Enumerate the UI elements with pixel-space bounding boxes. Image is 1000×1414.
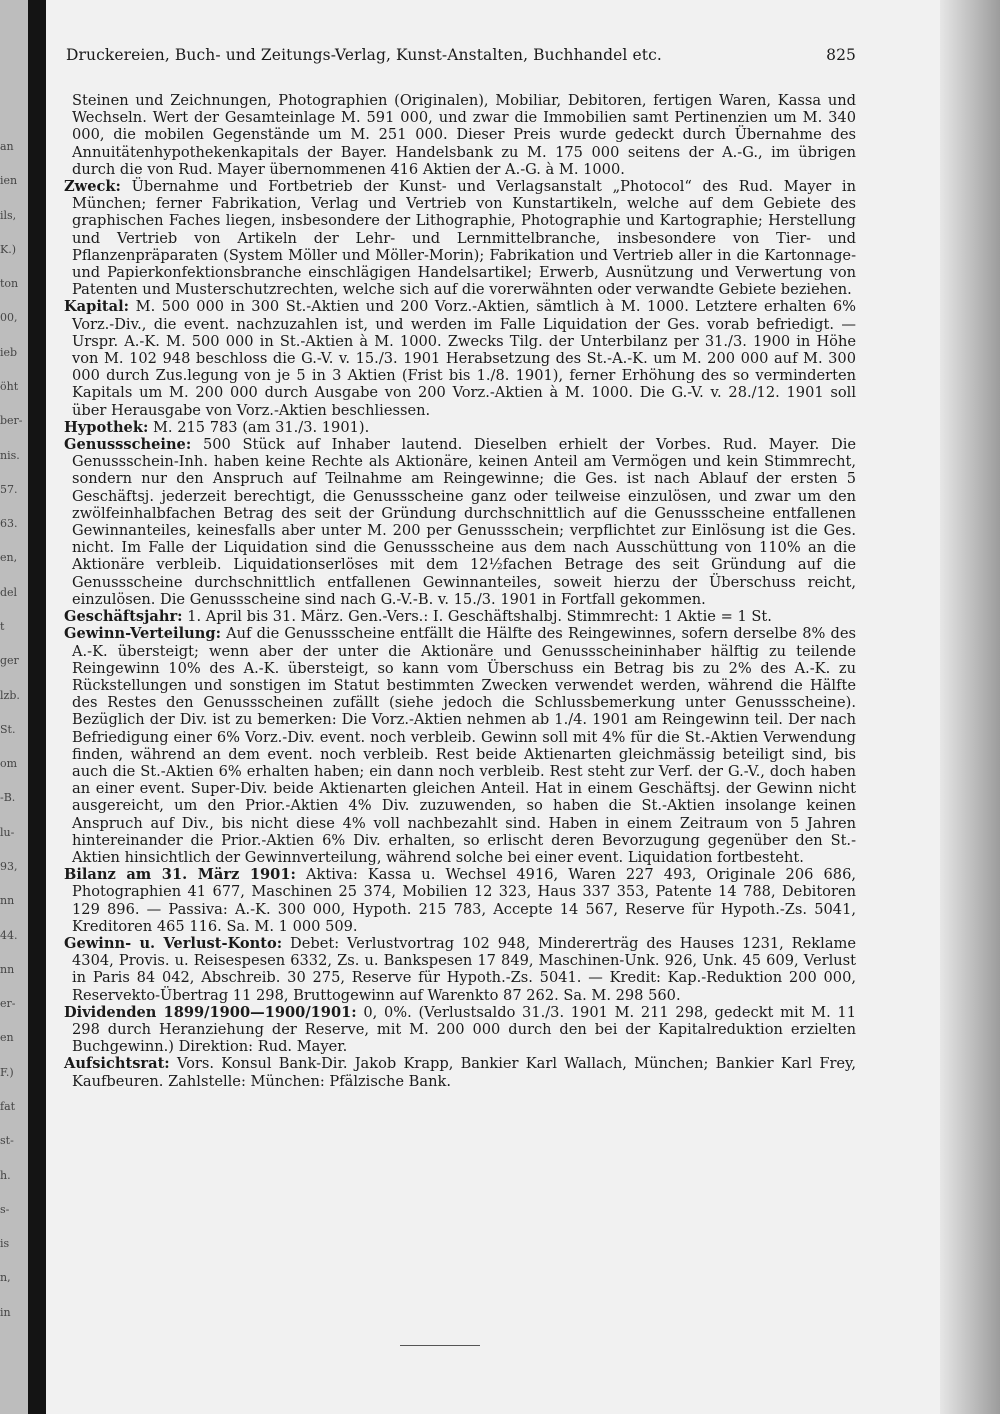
- bleed-fragment: er-: [0, 997, 16, 1010]
- paragraph-aufsichtsrat: [64, 1055, 856, 1089]
- paragraph-text: Debet: Verlustvortrag 102 948, Mindererträg des Hauses 1231, Reklame 4304, Provis. u. Reisespesen 6332, Zs. u. Bankspesen 17 849, Maschinen-Unk. 926, Unk. 45 609, Verlust in Paris 84 042, Abschreib. 30 275, Reserve für Hypoth.-Zs. 5041. — Kredit: Kap.-Reduktion 200 000, Reservekto-Übertrag 11 298, Bruttogewinn auf Warenkto 87 262. Sa. M. 298 560.: [72, 934, 856, 1004]
- paragraph-key: Genussscheine:: [64, 436, 192, 454]
- paragraph-key: Hypothek:: [64, 418, 149, 436]
- right-page-edge: [940, 0, 1000, 1414]
- bleed-fragment: -B.: [0, 791, 16, 804]
- bleed-fragment: 63.: [0, 517, 18, 530]
- paragraph-text: 0, 0%. (Verlustsaldo 31./3. 1901 M. 211 298, gedeckt mit M. 11 298 durch Heranziehung der Reserve, mit M. 200 000 durch den bei der Kapitalreduktion erzielten Buchgewinn.) Direktion: Rud. Mayer.: [72, 1003, 856, 1056]
- paragraph-text: 500 Stück auf Inhaber lautend. Dieselben erhielt der Vorbes. Rud. Mayer. Die Genussschein-Inh. haben keine Rechte als Aktionäre, keinen Anteil am Vermögen und kein Stimmrecht, sondern nur den Anspruch auf Teilnahme am Reingewinne; die Ges. ist nach Ablauf der ersten 5 Geschäftsj. jederzeit berechtigt, die Genussscheine ganz oder teilweise einzulösen, und zwar um den zwölfeinhalbfachen Betrag des seit der Gründung durchschnittlich auf die Genussscheine entfallenen Gewinnanteiles, keinesfalls aber unter M. 200 per Genussschein; verpflichtet zur Einlösung ist die Ges. nicht. Im Falle der Liquidation sind die Genussscheine aus dem nach Ausschüttung von 110% an die Aktionäre verbleib. Liquidationserlöses mit dem 12½fachen Betrage des seit Gründung auf die Genussscheine durchschnittlich entfallenen Gewinnanteiles, soweit hierzu der Überschuss reicht, einzulösen. Die Genussscheine sind nach G.-V.-B. v. 15./3. 1901 in Fortfall gekommen.: [72, 436, 857, 608]
- bleed-fragment: in: [0, 1306, 11, 1319]
- paragraph-gewinn-verlust-konto: [64, 935, 856, 1004]
- bleed-fragment: ien: [0, 174, 18, 187]
- bleed-fragment: an: [0, 140, 14, 153]
- bleed-fragment: ieb: [0, 346, 18, 359]
- bleed-fragment: nis.: [0, 449, 20, 462]
- page-number: 825: [826, 46, 856, 64]
- paragraph-text: M. 215 783 (am 31./3. 1901).: [152, 418, 370, 436]
- paragraph-key: Dividenden 1899/1900—1900/1901:: [64, 1003, 357, 1021]
- bleed-fragment: ils,: [0, 209, 17, 222]
- paragraph-text: Aktiva: Kassa u. Wechsel 4916, Waren 227 493, Originale 206 686, Photographien 41 677, Maschinen 25 374, Mobilien 12 323, Haus 337 353, Patente 14 788, Debitoren 129 896. — Passiva: A.-K. 300 000, Hypoth. 215 783, Accepte 14 567, Reserve für Hypoth.-Zs. 5041, Kreditoren 465 116. Sa. M. 1 000 509.: [72, 866, 857, 935]
- bleed-fragment: en,: [0, 551, 18, 564]
- bleed-fragment: n,: [0, 1271, 11, 1284]
- paragraph-zweck: [64, 178, 856, 298]
- paragraph-gewinn-verteilung: [64, 625, 856, 866]
- bleed-fragment: en: [0, 1031, 14, 1044]
- bleed-fragment: h.: [0, 1169, 11, 1182]
- page-body: [64, 92, 856, 1090]
- paragraph-geschaeftsjahr: [64, 608, 856, 625]
- bleed-fragment: st-: [0, 1134, 14, 1147]
- bleed-fragment: del: [0, 586, 18, 599]
- paragraph-genussscheine: [64, 436, 856, 608]
- paragraph-text: M. 500 000 in 300 St.-Aktien und 200 Vorz.-Aktien, sämtlich à M. 1000. Letztere erhalten 6% Vorz.-Div., die event. nachzuzahlen ist, und werden im Falle Liquidation der Ges. vorab befriedigt. — Urspr. A.-K. M. 500 000 in St.-Aktien à M. 1000. Zwecks Tilg. der Unterbilanz per 31./3. 1900 in Höhe von M. 102 948 beschloss die G.-V. v. 15./3. 1901 Herabsetzung des St.-A.-K. um M. 200 000 auf M. 300 000 durch Zus.legung von je 5 in 3 Aktien (Frist bis 1./8. 1901), ferner Erhöhung des so verminderten Kapitals um M. 200 000 durch Ausgabe von 200 Vorz.-Aktien à M. 1000. Die G.-V. v. 28./12. 1901 soll über Herausgabe von Vorz.-Aktien beschliessen.: [72, 298, 857, 419]
- bleed-fragment: St.: [0, 723, 16, 736]
- paragraph-key: Geschäftsjahr:: [64, 608, 183, 626]
- bleed-fragment: nn: [0, 963, 15, 976]
- paragraph-key: Zweck:: [64, 178, 121, 196]
- bleed-fragment: lu-: [0, 826, 15, 839]
- bleed-fragment: s-: [0, 1203, 10, 1216]
- bleed-fragment: nn: [0, 894, 15, 907]
- bleed-fragment: lzb.: [0, 689, 20, 702]
- bleed-fragment: 44.: [0, 929, 18, 942]
- paragraph-text: 1. April bis 31. März. Gen.-Vers.: I. Geschäftshalbj. Stimmrecht: 1 Aktie = 1 St.: [187, 608, 772, 626]
- bleed-fragment: t: [0, 620, 5, 633]
- paragraph-key: Aufsichtsrat:: [64, 1055, 170, 1073]
- paragraph-bilanz: [64, 866, 856, 935]
- header-title: Druckereien, Buch- und Zeitungs-Verlag, Kunst-Anstalten, Buchhandel etc.: [66, 46, 662, 64]
- paragraph-text: Übernahme und Fortbetrieb der Kunst- und Verlagsanstalt „Photocol“ des Rud. Mayer in München; ferner Fabrikation, Verlag und Vertrieb von Kunstartikeln, welche auf dem Gebiete des graphischen Faches liegen, insbesondere der Lithographie, Photographie und Kartographie; Herstellung und Vertrieb von Artikeln der Lehr- und Lernmittelbranche, insbesondere von Tier- und Pflanzenpräparaten (System Möller und Möller-Morin); Fabrikation und Vertrieb aller in die Kartonnage- und Papierkonfektionsbranche einschlägigen Handelsartikel; Erwerb, Ausnützung und Verwertung von Patenten und Musterschutzrechten, welche sich auf die vorerwähnten oder verwandte Gebiete beziehen.: [72, 178, 857, 299]
- bleed-fragment: K.): [0, 243, 17, 256]
- closing-rule: [400, 1345, 480, 1346]
- paragraph-text: Auf die Genussscheine entfällt die Hälfte des Reingewinnes, sofern derselbe 8% des A.-K. übersteigt; wenn aber der unter die Aktionäre und Genussscheininhaber hälftig zu teilende Reingewinn 10% des A.-K. übersteigt, so kann vom Überschuss ein Betrag bis zu 2% des A.-K. zu Rückstellungen und sonstigen im Statut bestimmten Zwecken verwendet werden, während die Hälfte des Restes den Genussscheinen zufällt (siehe jedoch die Schlussbemerkung unter Genussscheine). Bezüglich der Div. ist zu bemerken: Die Vorz.-Aktien nehmen ab 1./4. 1901 am Reingewinn teil. Der nach Befriedigung einer 6% Vorz.-Div. event. noch verbleib. Gewinn soll mit 4% für die St.-Aktien Verwendung finden, während an dem event. noch verbleib. Rest beide Aktienarten gleichmässig beteiligt sind, bis auch die St.-Aktien 6% erhalten haben; ein dann noch verbleib. Rest steht zur Verf. der G.-V., doch haben an einer event. Super-Div. beide Aktienarten gleichen Anteil. Hat in einem Geschäftsj. der Gewinn nicht ausgereicht, um den Prior.-Aktien 4% Div. zuzuwenden, so haben die St.-Aktien insolange keinen Anspruch auf Div., bis nicht diese 4% voll nachbezahlt sind. Haben in einem Zeitraum von 5 Jahren hintereinander die Prior.-Aktien 6% Div. erhalten, so erlischt deren Bevorzugung gegenüber den St.-Aktien hinsichtlich der Gewinnverteilung, während solche bei einer event. Liquidation fortbesteht.: [72, 625, 856, 866]
- bleed-fragment: ger: [0, 654, 19, 667]
- paragraph-intro: [64, 92, 856, 178]
- paragraph-key: Gewinn-Verteilung:: [64, 625, 221, 643]
- bleed-fragment: fat: [0, 1100, 16, 1113]
- paragraph-key: Gewinn- u. Verlust-Konto:: [64, 934, 283, 952]
- paragraph-dividenden: [64, 1004, 856, 1056]
- bleed-fragment: om: [0, 757, 18, 770]
- book-spine: [28, 0, 46, 1414]
- bleed-fragment: 00,: [0, 311, 18, 324]
- bleed-fragment: ber-: [0, 414, 23, 427]
- bleed-fragment: öht: [0, 380, 19, 393]
- bleed-fragment: F.): [0, 1066, 14, 1079]
- paragraph-kapital: [64, 298, 856, 418]
- paragraph-text: Vors. Konsul Bank-Dir. Jakob Krapp, Bankier Karl Wallach, München; Bankier Karl Frey, Kaufbeuren. Zahlstelle: München: Pfälzische Bank.: [72, 1055, 856, 1090]
- bleed-fragment: ton: [0, 277, 19, 290]
- paragraph-hypothek: [64, 419, 856, 436]
- running-header: [66, 46, 856, 64]
- paragraph-text: Steinen und Zeichnungen, Photographien (Originalen), Mobiliar, Debitoren, fertigen Waren, Kassa und Wechseln. Wert der Gesamteinlage M. 591 000, und zwar die Immobilien samt Pertinenzien um M. 340 000, die mobilen Gegenstände um M. 251 000. Dieser Preis wurde gedeckt durch Übernahme des Annuitätenhypothekenkapitals der Bayer. Handelsbank zu M. 175 000 seitens der A.-G., im übrigen durch die von Rud. Mayer übernommenen 416 Aktien der A.-G. à M. 1000.: [72, 92, 856, 178]
- bleed-fragment: 57.: [0, 483, 18, 496]
- paragraph-key: Kapital:: [64, 298, 130, 316]
- bleed-fragment: is: [0, 1237, 10, 1250]
- paragraph-key: Bilanz am 31. März 1901:: [64, 866, 296, 884]
- bleed-fragment: 93,: [0, 860, 18, 873]
